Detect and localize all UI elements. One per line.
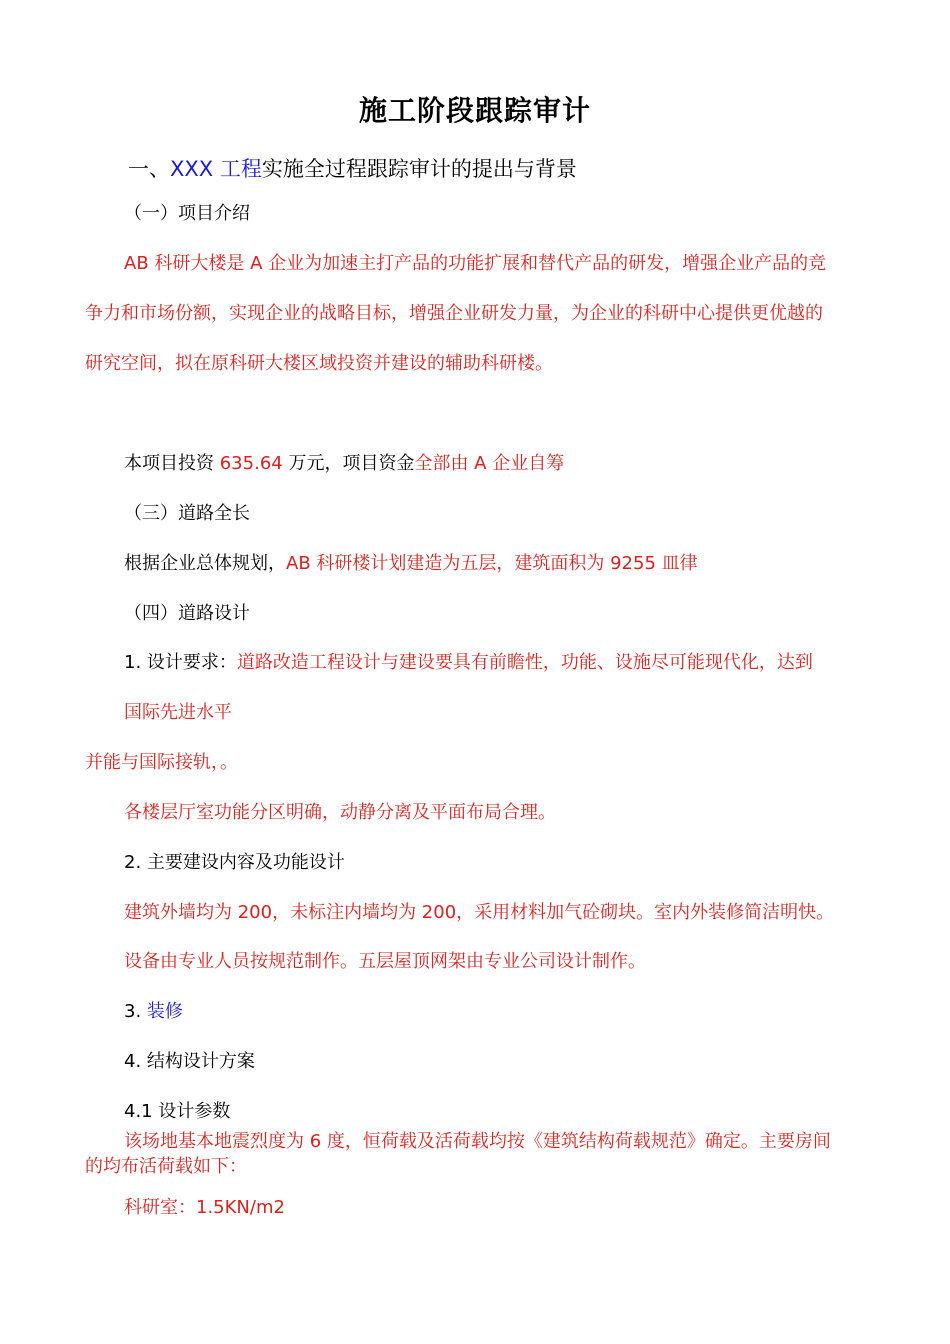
design-parameters-line-1: 该场地基本地震烈度为 6 度，恒荷载及活荷载均按《建筑结构荷载规范》确定。主要房间 (124, 1131, 831, 1152)
intro-line-3: 研究空间，拟在原科研大楼区域投资并建设的辅助科研楼。 (85, 353, 553, 374)
design-requirement-line-1 (124, 651, 813, 675)
section-heading-1 (128, 155, 577, 183)
investment-label: 本项目投资 (124, 453, 220, 474)
main-content-line-2: 设备由专业人员按规范制作。五层屋顶网架由专业公司设计制作。 (124, 951, 646, 972)
investment-source: 全部由 A 企业自筹 (414, 453, 565, 474)
main-content-line-1: 建筑外墙均为 200，未标注内墙均为 200，采用材料加气砼砌块。室内外装修简洁明快。 (124, 902, 835, 923)
design-requirement-line-2: 国际先进水平 (124, 702, 232, 723)
length-label: 根据企业总体规划， (124, 553, 286, 574)
project-name: XXX 工程 (170, 157, 262, 181)
length-text: AB 科研楼计划建造为五层，建筑面积为 9255 皿律 (286, 553, 698, 574)
design-parameters-heading: 4.1 设计参数 (124, 1101, 231, 1122)
intro-line-2: 争力和市场份额，实现企业的战略目标，增强企业研发力量，为企业的科研中心提供更优越的 (85, 303, 823, 324)
lab-load-value: 科研室：1.5KN/m2 (124, 1197, 285, 1218)
section-prefix: 一、 (128, 157, 170, 181)
investment-mid: 万元，项目资金 (282, 453, 415, 474)
decoration-label: 装修 (146, 1001, 183, 1022)
decoration-heading (124, 1000, 183, 1024)
main-content-heading: 2. 主要建设内容及功能设计 (124, 852, 345, 873)
design-requirement-text: 道路改造工程设计与建设要具有前瞻性，功能、设施尽可能现代化，达到 (236, 652, 813, 673)
intro-line-1: AB 科研大楼是 A 企业为加速主打产品的功能扩展和替代产品的研发，增强企业产品的竞 (124, 253, 827, 274)
subheading-project-intro: （一）项目介绍 (124, 203, 250, 224)
subheading-road-length: （三）道路全长 (124, 503, 250, 524)
design-requirement-label: 1. 设计要求： (124, 652, 237, 673)
design-requirement-line-4: 各楼层厅室功能分区明确，动静分离及平面布局合理。 (124, 802, 556, 823)
design-parameters-line-2: 的均布活荷载如下： (85, 1156, 247, 1177)
structure-heading: 4. 结构设计方案 (124, 1051, 255, 1072)
design-requirement-line-3: 并能与国际接轨，。 (85, 752, 238, 773)
investment-amount: 635.64 (219, 453, 283, 474)
decoration-number: 3. (124, 1001, 147, 1022)
page-title: 施工阶段跟踪审计 (358, 94, 591, 127)
investment-paragraph (124, 452, 564, 476)
subheading-road-design: （四）道路设计 (124, 603, 250, 624)
section-heading-text: 实施全过程跟踪审计的提出与背景 (261, 157, 577, 181)
length-paragraph (124, 552, 698, 576)
